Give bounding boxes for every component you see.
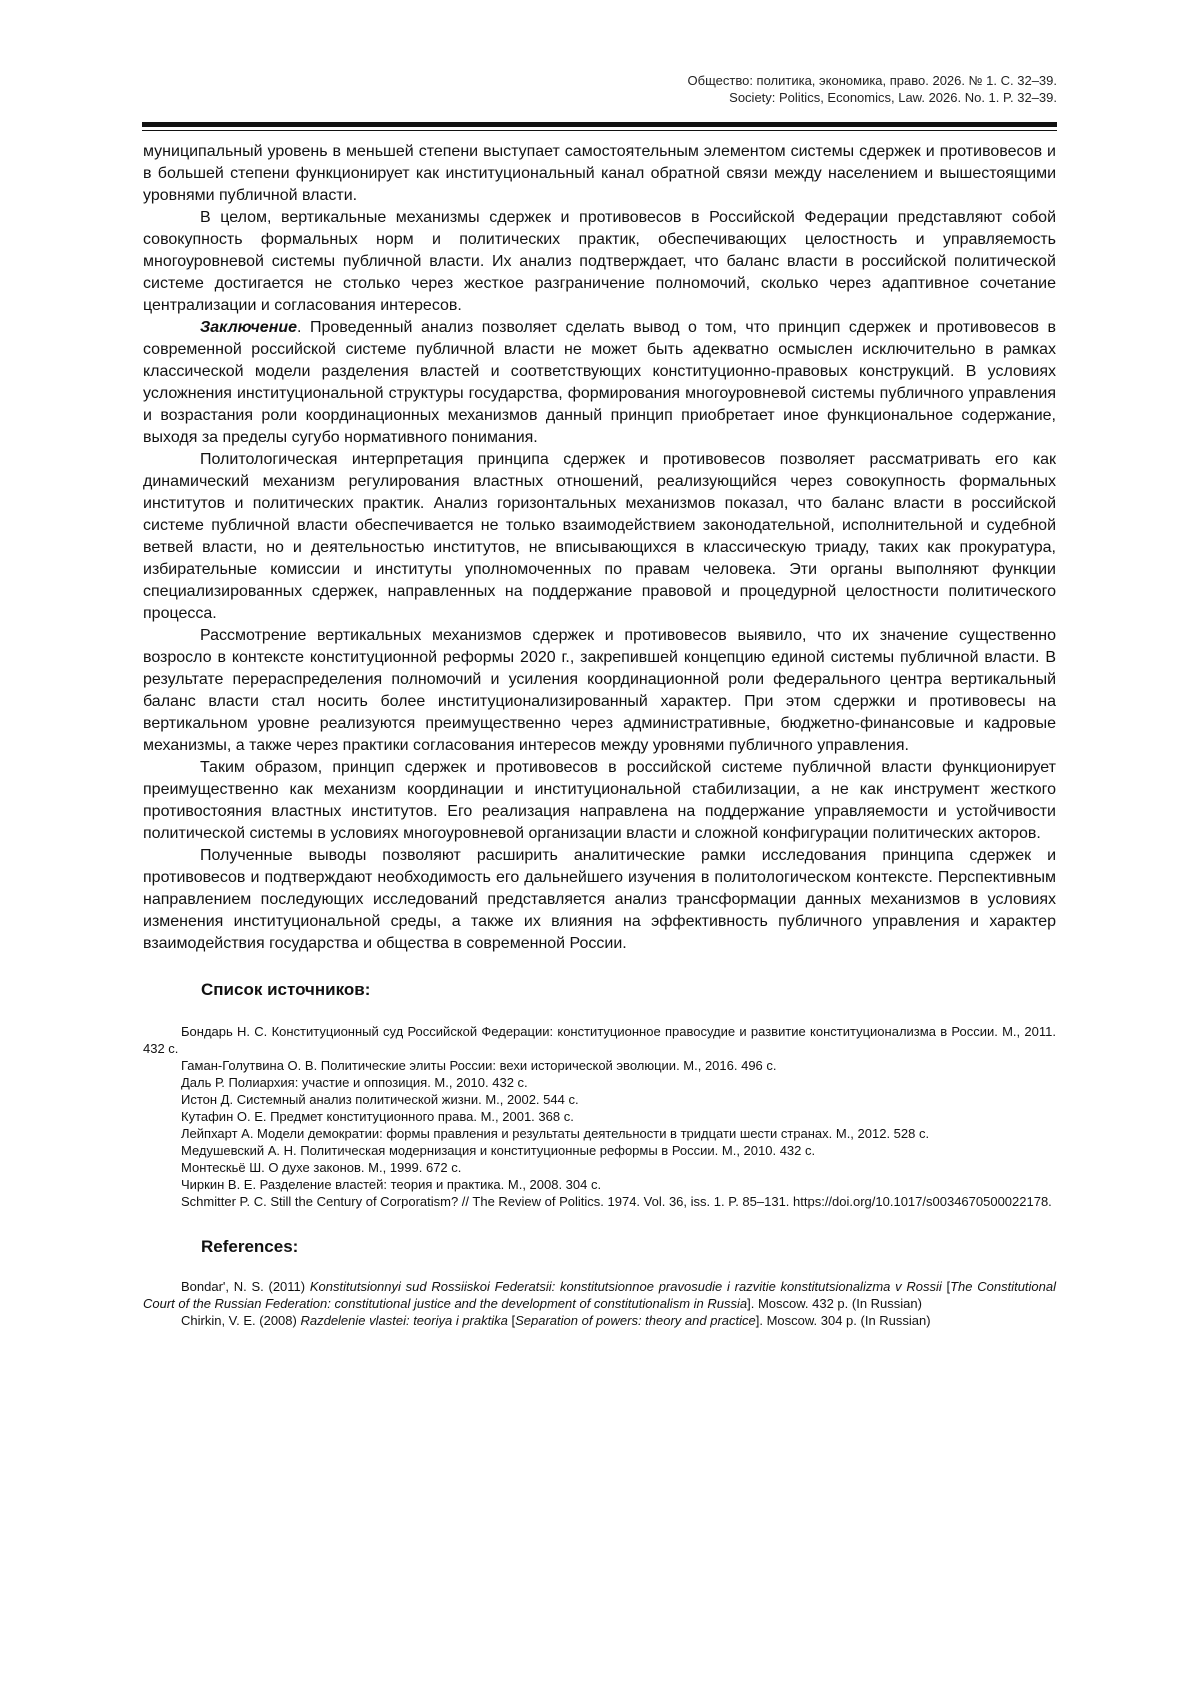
ref-author-year: Bondar', N. S. (2011) xyxy=(181,1279,310,1294)
conclusion-text: . Проведенный анализ позволяет сделать вывод о том, что принцип сдержек и противовесов в современной российской системе публичной власти не может быть адекватно осмыслен исключительно в рамках классической модели разделения властей и соответствующих конституционно-правовых конструкций. В условиях усложнения институциональной структуры государства, формирования многоуровневой системы публичного управления и возрастания роли координационных механизмов данный принцип приобретает иное функциональное содержание, выходя за пределы сугубо нормативного понимания. xyxy=(143,319,1056,446)
source-item: Кутафин О. Е. Предмет конституционного права. М., 2001. 368 с. xyxy=(181,1109,574,1124)
source-item: Гаман-Голутвина О. В. Политические элиты России: вехи исторической эволюции. М., 2016. 496 с. xyxy=(181,1058,777,1073)
paragraph: муниципальный уровень в меньшей степени выступает самостоятельным элементом системы сдержек и противовесов и в большей степени функционирует как институциональный канал обратной связи между населением и вышестоящими уровнями публичной власти. xyxy=(143,143,1056,204)
reference-item xyxy=(143,1278,1056,1312)
source-item: Schmitter P. C. Still the Century of Corporatism? // The Review of Politics. 1974. Vol. 36, iss. 1. P. 85–131. https://doi.org/10.1017/s0034670500022178. xyxy=(181,1194,1052,1209)
ref-title-translation: The Constitutional Court of the Russian Federation: constitutional justice and the development of constitutionalism in Russia xyxy=(143,1279,1057,1311)
paragraph: Таким образом, принцип сдержек и противовесов в российской системе публичной власти функционирует преимущественно как механизм координации и институциональной стабилизации, а не как инструмент жесткого противостояния властных институтов. Его реализация направлена на поддержание управляемости и устойчивости политической системы в условиях многоуровневой организации власти и сложной конфигурации политических акторов. xyxy=(143,759,1056,842)
header-citation-en: Society: Politics, Economics, Law. 2026. No. 1. P. 32–39. xyxy=(729,90,1057,105)
source-item: Монтескьё Ш. О духе законов. М., 1999. 672 с. xyxy=(181,1160,462,1175)
paragraph: Рассмотрение вертикальных механизмов сдержек и противовесов выявило, что их значение существенно возросло в контексте конституционной реформы 2020 г., закрепившей концепцию единой системы публичной власти. В результате перераспределения полномочий и усиления координационной роли федерального центра вертикальный баланс власти стал носить более институционализированный характер. При этом сдержки и противовесы на вертикальном уровне реализуются преимущественно через административные, бюджетно-финансовые и кадровые механизмы, а также через практики согласования интересов между уровнями публичного управления. xyxy=(143,627,1056,754)
source-item: Чиркин В. Е. Разделение властей: теория и практика. М., 2008. 304 с. xyxy=(181,1177,602,1192)
ref-bracket-open: [ xyxy=(507,1313,516,1328)
conclusion-paragraph xyxy=(143,317,1056,449)
source-item: Медушевский А. Н. Политическая модернизация и конституционные реформы в России. М., 2010. 432 с. xyxy=(181,1143,816,1158)
header-rule-thick xyxy=(142,122,1057,127)
header-rule-thin xyxy=(142,130,1057,131)
paragraph: Политологическая интерпретация принципа сдержек и противовесов позволяет рассматривать его как динамический механизм регулирования властных отношений, реализующийся через совокупность формальных институтов и политических практик. Анализ горизонтальных механизмов показал, что баланс власти в российской системе публичной власти обеспечивается не только взаимодействием законодательной, исполнительной и судебной ветвей власти, но и деятельностью институтов, не вписывающихся в классическую триаду, таких как прокуратура, избирательные комиссии и институты уполномоченных по правам человека. Эти органы выполняют функции специализированных сдержек, направленных на поддержание правовой и процедурной целостности политического процесса. xyxy=(143,451,1056,622)
header-citation-ru: Общество: политика, экономика, право. 2026. № 1. С. 32–39. xyxy=(687,73,1057,88)
source-item: Истон Д. Системный анализ политической жизни. М., 2002. 544 с. xyxy=(181,1092,579,1107)
ref-bracket-open: [ xyxy=(941,1279,951,1294)
reference-item xyxy=(143,1312,1056,1329)
ref-title-translit: Razdelenie vlastei: teoriya i praktika xyxy=(300,1313,508,1328)
paragraph: Полученные выводы позволяют расширить аналитические рамки исследования принципа сдержек и противовесов и подтверждают необходимость его дальнейшего изучения в политологическом контексте. Перспективным направлением последующих исследований представляется анализ трансформации данных механизмов в условиях изменения институциональной среды, а также их влияния на эффективность публичного управления и характер взаимодействия государства и общества в современной России. xyxy=(143,847,1056,952)
article-body xyxy=(143,141,1056,1329)
running-header xyxy=(357,72,1057,106)
source-item: Даль Р. Полиархия: участие и оппозиция. М., 2010. 432 с. xyxy=(181,1075,528,1090)
ref-publisher: ]. Moscow. 304 p. (In Russian) xyxy=(755,1313,931,1328)
references-heading: References: xyxy=(201,1237,299,1256)
references-list xyxy=(143,1278,1056,1329)
ref-title-translation: Separation of powers: theory and practice xyxy=(515,1313,756,1328)
ref-publisher: ]. Moscow. 432 p. (In Russian) xyxy=(747,1296,922,1311)
ref-author-year: Chirkin, V. E. (2008) xyxy=(181,1313,301,1328)
source-item: Лейпхарт А. Модели демократии: формы правления и результаты деятельности в тридцати шести странах. М., 2012. 528 с. xyxy=(181,1126,930,1141)
conclusion-lead: Заключение xyxy=(200,319,298,336)
sources-heading: Список источников: xyxy=(201,980,371,999)
ref-title-translit: Konstitutsionnyi sud Rossiiskoi Federatsii: konstitutsionnoe pravosudie i razvitie konstitutsionalizma v Rossii xyxy=(309,1279,942,1294)
sources-list xyxy=(143,1023,1056,1210)
paragraph: В целом, вертикальные механизмы сдержек и противовесов в Российской Федерации представляют собой совокупность формальных норм и политических практик, обеспечивающих целостность и управляемость многоуровневой системы публичной власти. Их анализ подтверждает, что баланс власти в российской политической системе достигается не столько через жесткое разграничение полномочий, сколько через адаптивное сочетание централизации и согласования интересов. xyxy=(143,209,1056,314)
source-item: Бондарь Н. С. Конституционный суд Российской Федерации: конституционное правосудие и развитие конституционализма в России. М., 2011. 432 с. xyxy=(143,1024,1056,1056)
